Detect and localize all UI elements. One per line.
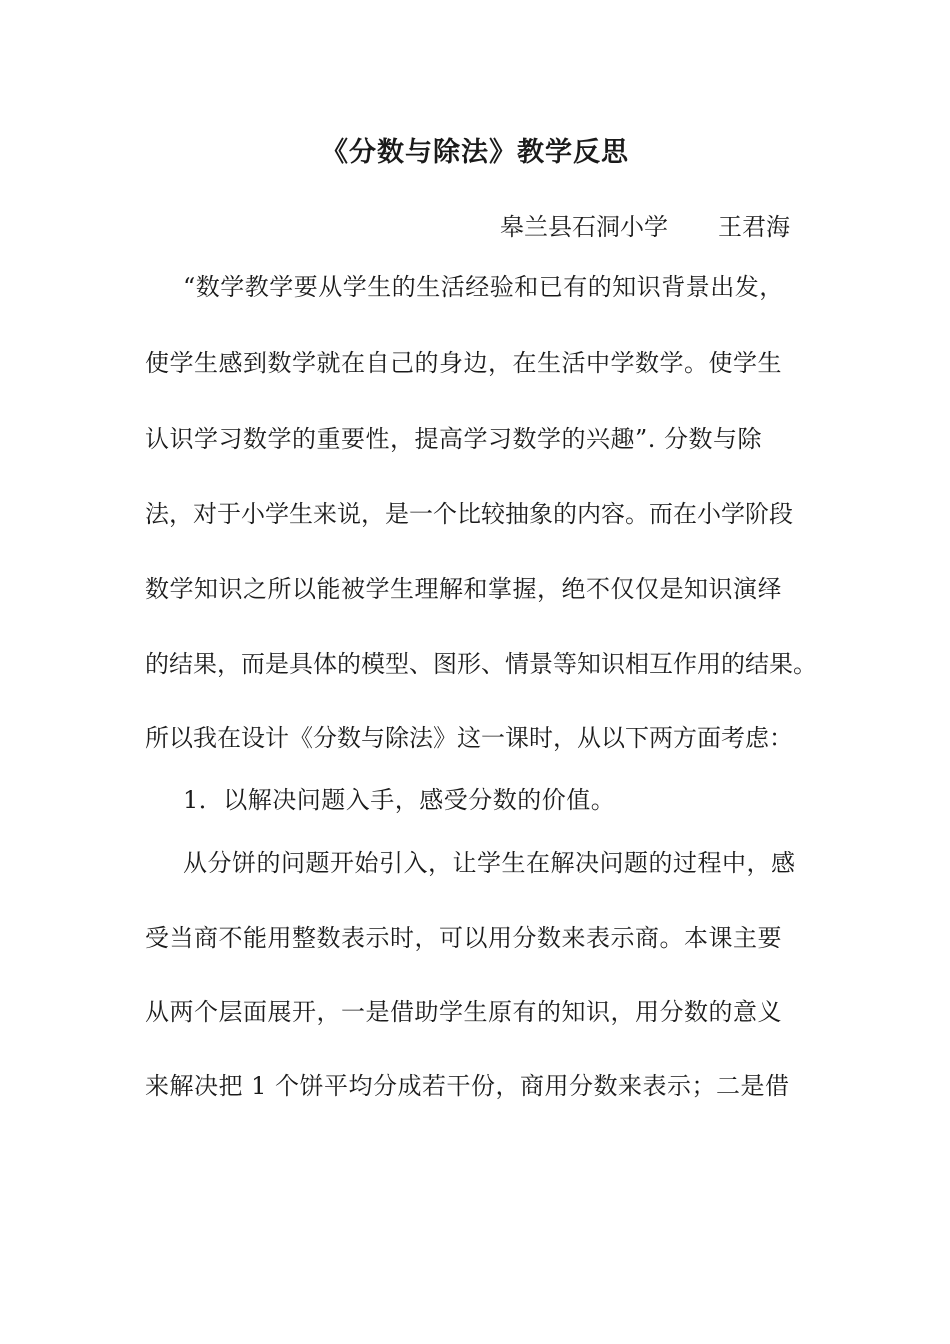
paragraph-line: 从分饼的问题开始引入，让学生在解决问题的过程中，感	[183, 849, 796, 877]
paragraph-line: 使学生感到数学就在自己的身边，在生活中学数学。使学生	[145, 349, 782, 377]
paragraph-line: 来解决把 1 个饼平均分成若干份，商用分数来表示；二是借	[145, 1072, 790, 1100]
paragraph-line: 从两个层面展开，一是借助学生原有的知识，用分数的意义	[145, 998, 782, 1026]
paragraph-line: “数学教学要从学生的生活经验和已有的知识背景出发，	[183, 273, 784, 301]
author-line	[500, 207, 790, 242]
paragraph-line: 的结果，而是具体的模型、图形、情景等知识相互作用的结果。	[145, 650, 817, 678]
paragraph-line: 受当商不能用整数表示时，可以用分数来表示商。本课主要	[145, 924, 782, 952]
paragraph-line: 所以我在设计《分数与除法》这一课时，从以下两方面考虑：	[145, 724, 793, 752]
list-item: 1．以解决问题入手，感受分数的价值。	[183, 786, 616, 814]
paragraph-line: 数学知识之所以能被学生理解和掌握，绝不仅仅是知识演绎	[145, 575, 782, 603]
author-school: 皋兰县石洞小学	[500, 213, 668, 241]
paragraph-line: 认识学习数学的重要性，提高学习数学的兴趣”. 分数与除	[145, 425, 763, 453]
document-title: 《分数与除法》教学反思	[321, 137, 629, 168]
author-name: 王君海	[718, 213, 790, 241]
paragraph-line: 法，对于小学生来说，是一个比较抽象的内容。而在小学阶段	[145, 500, 793, 528]
